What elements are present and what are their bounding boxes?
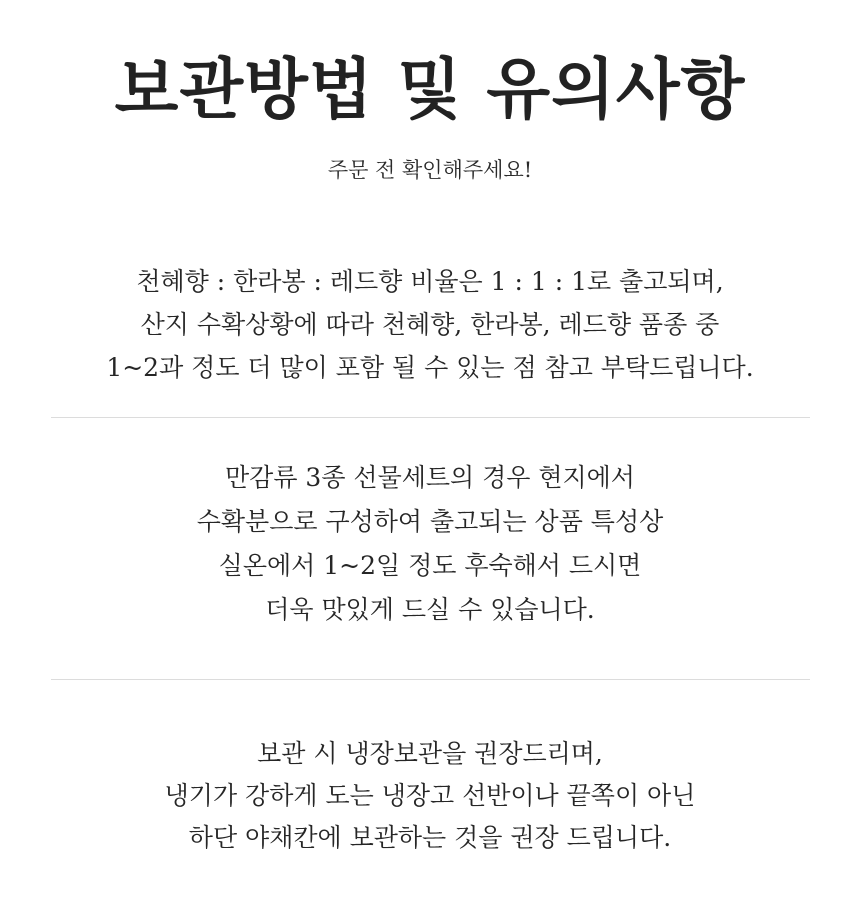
notice-line: 보관 시 냉장보관을 권장드리며, <box>257 739 603 768</box>
page-subtitle: 주문 전 확인해주세요! <box>327 158 533 182</box>
notice-line: 만감류 3종 선물세트의 경우 현지에서 <box>225 463 635 492</box>
section-divider <box>51 417 810 418</box>
notice-line: 냉기가 강하게 도는 냉장고 선반이나 끝쪽이 아닌 <box>164 781 696 810</box>
notice-line: 수확분으로 구성하여 출고되는 상품 특성상 <box>196 507 664 536</box>
notice-line: 산지 수확상황에 따라 천혜향, 한라봉, 레드향 품종 중 <box>140 310 720 339</box>
notice-line: 실온에서 1~2일 정도 후숙해서 드시면 <box>218 551 642 580</box>
section-divider <box>51 679 810 680</box>
notice-line: 천혜향 : 한라봉 : 레드향 비율은 1 : 1 : 1로 출고되며, <box>136 267 724 296</box>
notice-section-ratio <box>0 260 860 389</box>
notice-section-storage <box>0 733 860 859</box>
notice-line: 1~2과 정도 더 많이 포함 될 수 있는 점 참고 부탁드립니다. <box>106 353 754 382</box>
notice-section-ripening <box>0 456 860 632</box>
notice-line: 하단 야채칸에 보관하는 것을 권장 드립니다. <box>188 823 672 852</box>
page-title: 보관방법 및 유의사항 <box>114 50 746 128</box>
notice-line: 더욱 맛있게 드실 수 있습니다. <box>265 595 595 624</box>
